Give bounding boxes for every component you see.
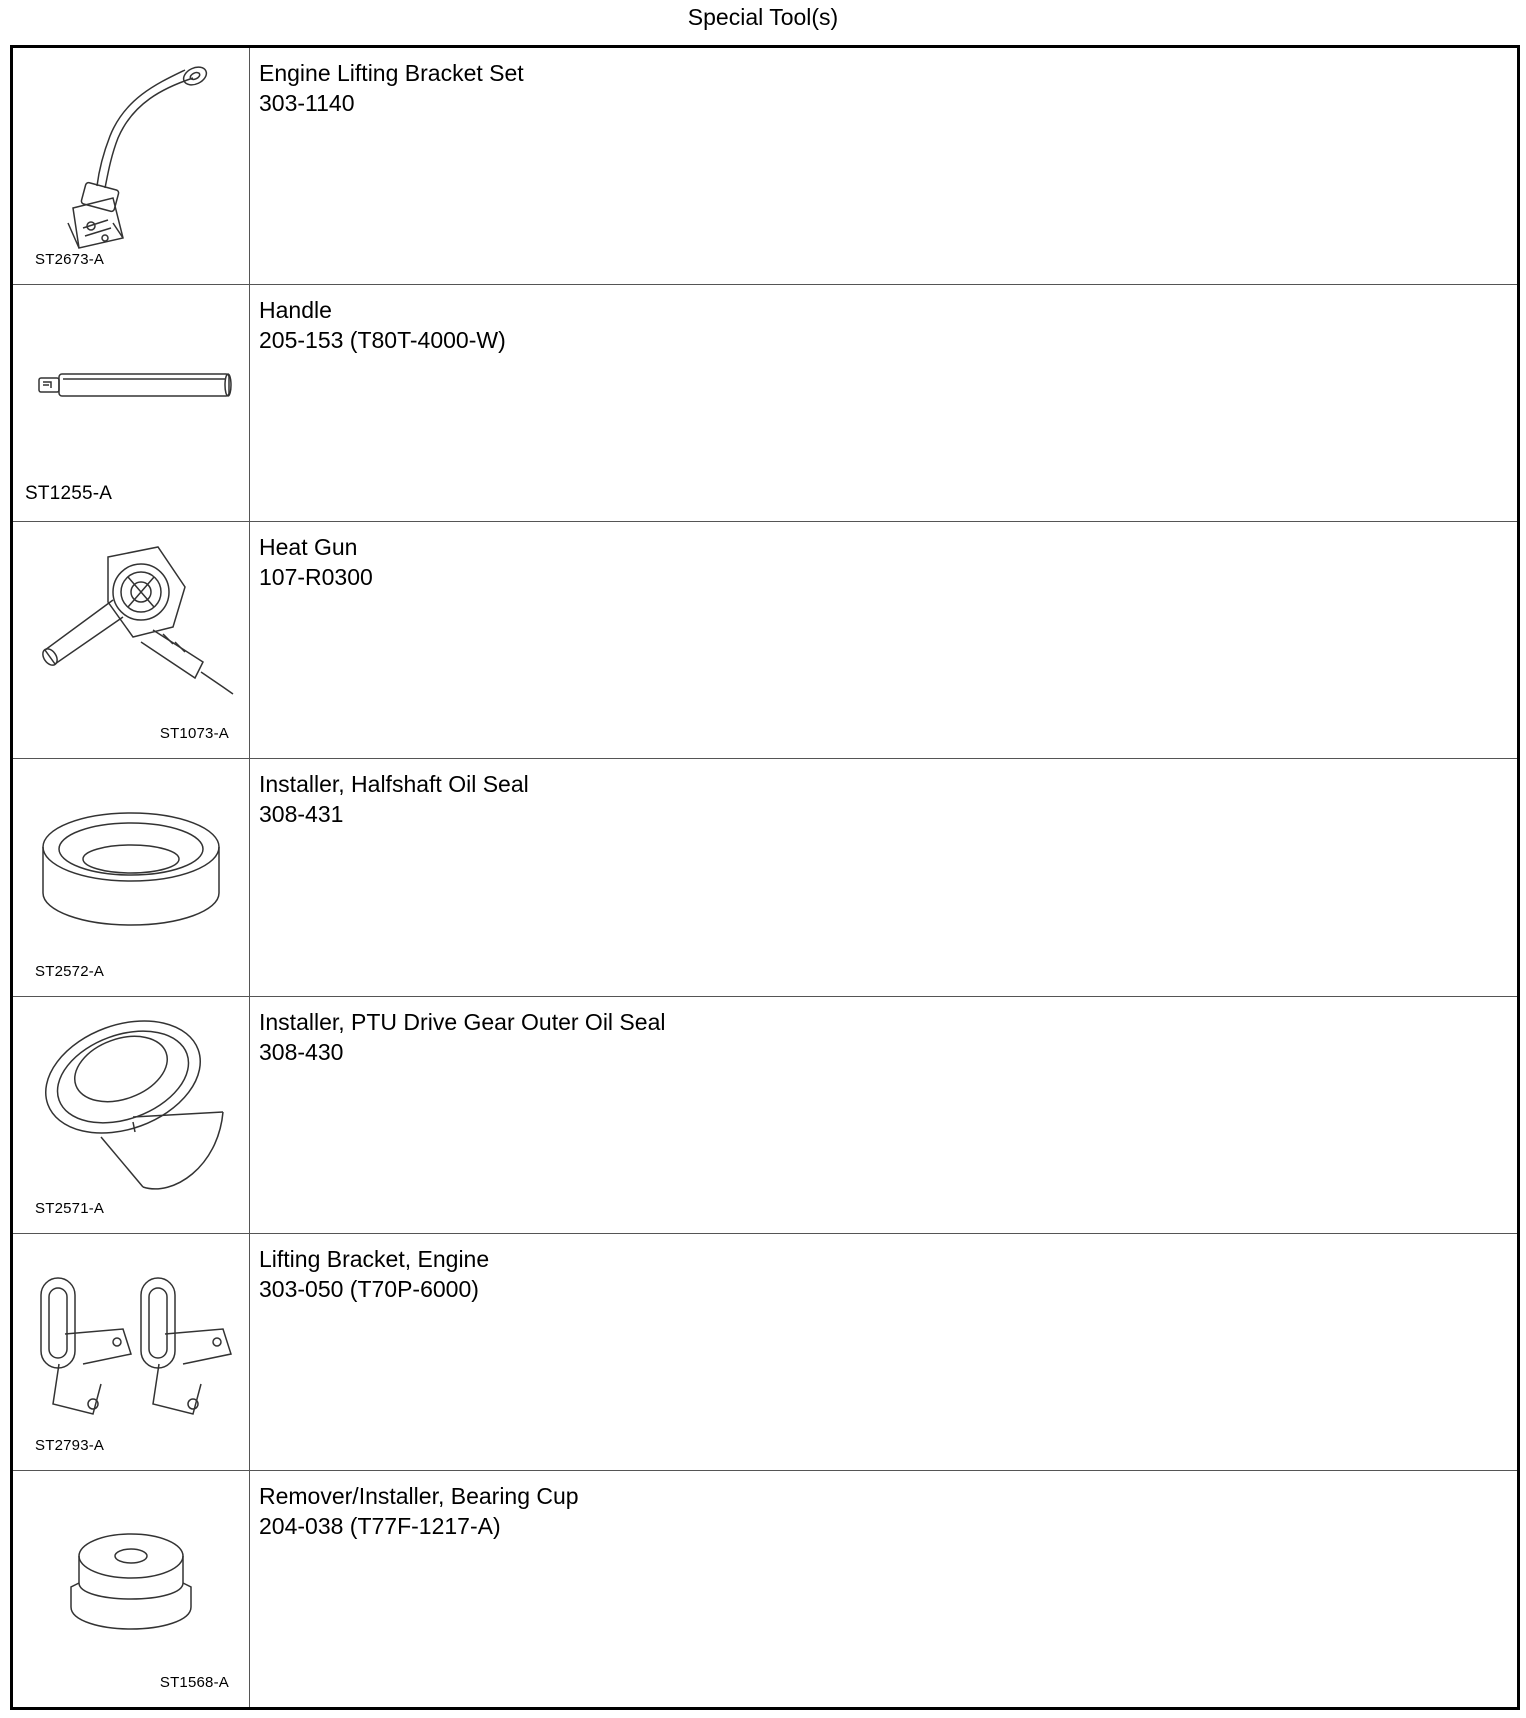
- page-title: Special Tool(s): [687, 4, 839, 30]
- tool-name: Engine Lifting Bracket Set: [259, 60, 524, 86]
- table-row: [13, 48, 1517, 285]
- tool-description-cell: [250, 997, 1517, 1233]
- tool-image-cell: [13, 522, 250, 758]
- tool-description-cell: [250, 1234, 1517, 1470]
- table-row: [13, 997, 1517, 1234]
- tool-number: 204-038 (T77F-1217-A): [259, 1512, 501, 1539]
- lifting-bracket-set-icon: [13, 48, 249, 284]
- tool-image-cell: [13, 1234, 250, 1470]
- tool-description-cell: [250, 285, 1517, 521]
- tool-name: Handle: [259, 297, 332, 324]
- tool-image-cell: [13, 997, 250, 1233]
- engine-lifting-bracket-icon: [13, 1234, 249, 1470]
- tool-name: Installer, Halfshaft Oil Seal: [259, 771, 529, 798]
- tool-image-code: ST2793-A: [35, 1436, 105, 1454]
- table-row: [13, 285, 1517, 522]
- special-tools-table: [10, 45, 1520, 1710]
- tool-name: Heat Gun: [259, 534, 358, 561]
- tool-name: Remover/Installer, Bearing Cup: [259, 1482, 579, 1509]
- tool-description-cell: [250, 522, 1517, 758]
- tool-image-cell: [13, 48, 250, 284]
- table-row: [13, 522, 1517, 759]
- tool-image-code: ST2571-A: [35, 1199, 105, 1217]
- tool-description-cell: [250, 1471, 1517, 1707]
- tool-name: Lifting Bracket, Engine: [259, 1245, 490, 1272]
- tool-number: 205-153 (T80T-4000-W): [259, 327, 506, 354]
- tool-number: 308-430: [259, 1038, 344, 1065]
- tool-image-code: ST2673-A: [35, 251, 105, 269]
- tool-image-cell: [13, 285, 250, 521]
- tool-description-cell: [250, 48, 1517, 284]
- table-row: [13, 759, 1517, 996]
- table-row: [13, 1471, 1517, 1707]
- bearing-cup-remover-icon: [13, 1471, 249, 1707]
- tool-number: 303-050 (T70P-6000): [259, 1275, 479, 1302]
- tool-description-cell: [250, 759, 1517, 995]
- tool-image-code: ST1073-A: [159, 725, 229, 743]
- ptu-seal-installer-icon: [13, 997, 249, 1233]
- table-row: [13, 1234, 1517, 1471]
- tool-number: 308-431: [259, 801, 344, 828]
- tool-image-code: ST1255-A: [25, 483, 113, 505]
- tool-image-cell: [13, 759, 250, 995]
- tool-image-cell: [13, 1471, 250, 1707]
- tool-number: 107-R0300: [259, 564, 373, 591]
- tool-number: 303-1140: [259, 90, 355, 116]
- tool-name: Installer, PTU Drive Gear Outer Oil Seal: [259, 1008, 666, 1035]
- heat-gun-icon: [13, 522, 249, 758]
- tool-image-code: ST1568-A: [159, 1673, 229, 1691]
- halfshaft-seal-installer-icon: [13, 759, 249, 995]
- tool-image-code: ST2572-A: [35, 962, 105, 980]
